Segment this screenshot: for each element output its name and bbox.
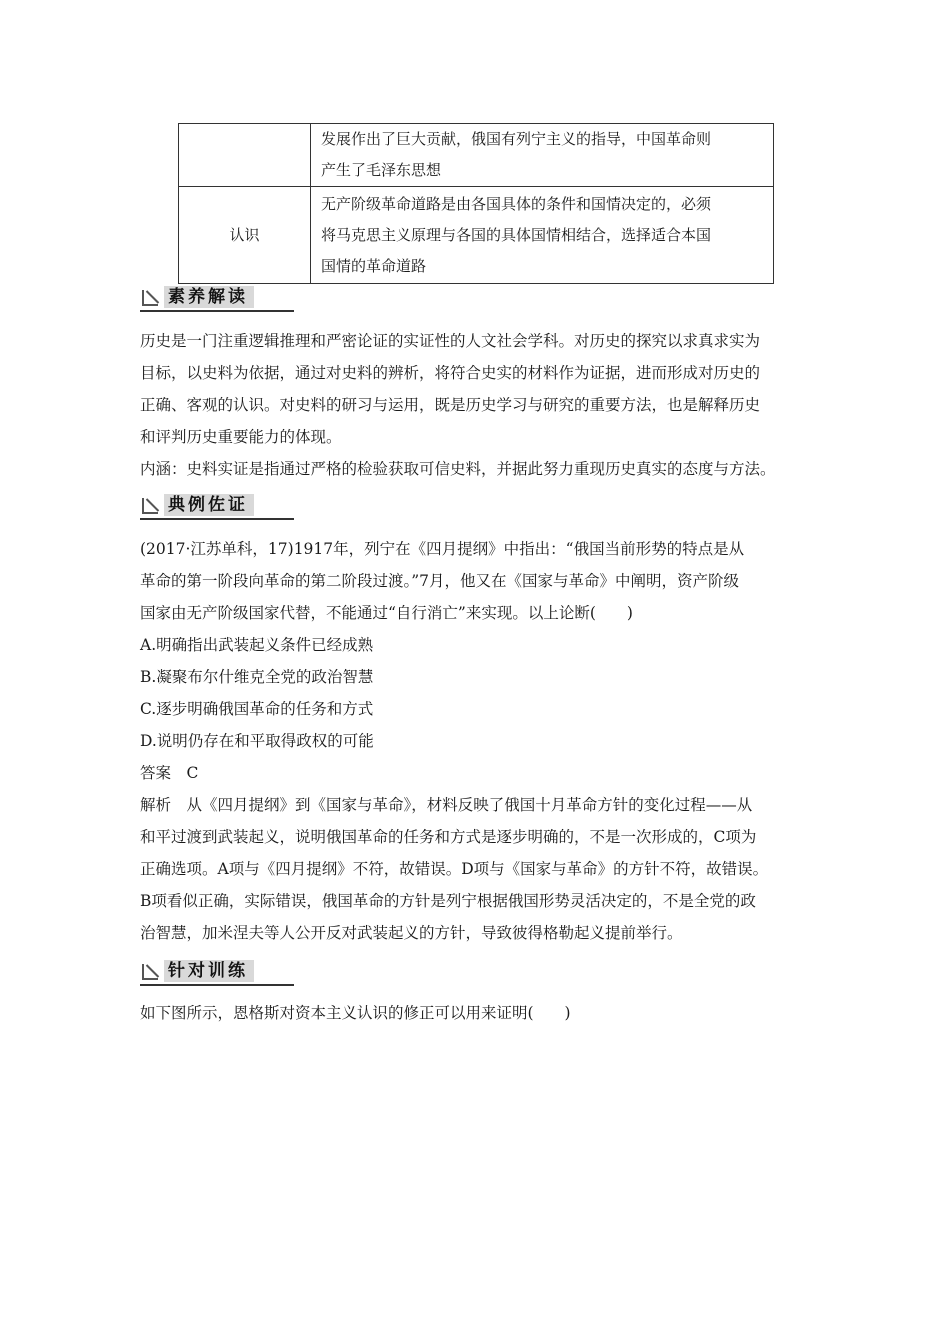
section-marker-icon <box>142 498 158 514</box>
continuation-table <box>178 123 774 284</box>
section-title: 针对训练 <box>164 960 254 982</box>
text-line: 目标，以史料为依据，通过对史料的辨析，将符合史实的材料作为证据，进而形成对历史的 <box>140 364 761 382</box>
text-line: 国家由无产阶级国家代替，不能通过“自行消亡”来实现。以上论断( ) <box>140 604 633 622</box>
text-line: 和评判历史重要能力的体现。 <box>140 428 342 446</box>
analysis-line: 治智慧，加米涅夫等人公开反对武装起义的方针，导致彼得格勒起义提前举行。 <box>140 924 683 942</box>
section-rule <box>140 310 294 312</box>
analysis-line: 和平过渡到武装起义，说明俄国革命的任务和方式是逐步明确的，不是一次形成的，C项为 <box>140 828 757 846</box>
table-line: 国情的革命道路 <box>321 256 427 275</box>
table-line: 发展作出了巨大贡献，俄国有列宁主义的指导，中国革命则 <box>321 130 712 148</box>
table-line: 无产阶级革命道路是由各国具体的条件和国情决定的，必须 <box>321 194 712 213</box>
table-row <box>179 187 774 284</box>
option-b: B.凝聚布尔什维克全党的政治智慧 <box>140 668 374 686</box>
section-header-zhendui <box>140 958 294 986</box>
dianli-question <box>140 533 820 949</box>
analysis-line: 解析 从《四月提纲》到《国家与革命》，材料反映了俄国十月革命方针的变化过程——从 <box>140 796 753 814</box>
text-line: 历史是一门注重逻辑推理和严密论证的实证性的人文社会学科。对历史的探究以求真求实为 <box>140 332 761 350</box>
table-line: 产生了毛泽东思想 <box>321 161 442 179</box>
answer-line: 答案 C <box>140 764 199 782</box>
table-row-content <box>311 124 774 187</box>
section-header-dianli <box>140 492 294 520</box>
section-rule <box>140 518 294 520</box>
table-row <box>179 124 774 187</box>
table-row-label: 认识 <box>179 187 311 284</box>
text-line: 内涵：史料实证是指通过严格的检验获取可信史料，并据此努力重现历史真实的态度与方法。 <box>140 460 776 478</box>
table-row-label <box>179 124 311 187</box>
text-line: 正确、客观的认识。对史料的研习与运用，既是历史学习与研究的重要方法，也是解释历史 <box>140 396 761 414</box>
section-marker-icon <box>142 290 158 306</box>
option-d: D.说明仍存在和平取得政权的可能 <box>140 732 374 750</box>
section-marker-icon <box>142 964 158 980</box>
analysis-line: 正确选项。A项与《四月提纲》不符，故错误。D项与《国家与革命》的方针不符，故错误。 <box>140 860 769 878</box>
suyang-paragraph <box>140 325 820 485</box>
table-row-content <box>311 187 774 284</box>
section-title: 素养解读 <box>164 286 254 308</box>
text-line: (2017·江苏单科，17)1917年，列宁在《四月提纲》中指出：“俄国当前形势的特点是从 <box>140 540 745 558</box>
zhendui-question <box>140 997 820 1029</box>
option-a: A.明确指出武装起义条件已经成熟 <box>140 636 374 654</box>
text-line: 如下图所示，恩格斯对资本主义认识的修正可以用来证明( ) <box>140 1004 571 1022</box>
text-line: 革命的第一阶段向革命的第二阶段过渡。”7月，他又在《国家与革命》中阐明，资产阶级 <box>140 572 740 590</box>
analysis-line: B项看似正确，实际错误，俄国革命的方针是列宁根据俄国形势灵活决定的，不是全党的政 <box>140 892 756 910</box>
section-rule <box>140 984 294 986</box>
table-line: 将马克思主义原理与各国的具体国情相结合，选择适合本国 <box>321 225 712 244</box>
option-c: C.逐步明确俄国革命的任务和方式 <box>140 700 374 718</box>
section-header-suyang <box>140 284 294 312</box>
section-title: 典例佐证 <box>164 494 254 516</box>
